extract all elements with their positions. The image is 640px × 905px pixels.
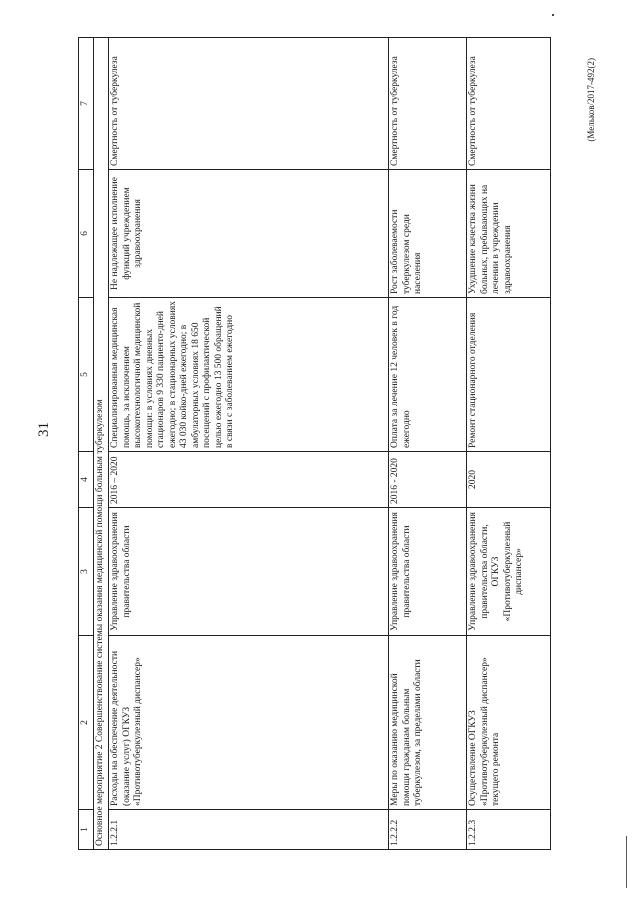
non-implementation-consequences: Ухудшение качества жизни больных, пребывающих на лечении в учреждении здравоохранения: [467, 170, 551, 298]
measure-executor: Управление здравоохранения правительства области: [109, 508, 389, 636]
table-header-row: [79, 38, 94, 850]
header-cell: 1: [79, 810, 94, 850]
table-row: [467, 38, 551, 850]
measure-executor: Управление здравоохранения правительства области: [389, 508, 467, 636]
expected-result: Ремонт стационарного отделения: [467, 298, 551, 452]
scan-edge-mark: [626, 836, 627, 888]
expected-result: Специализированная медицинская помощь, за исключением высокотехнологичной медицинской помощи: в условиях дневных стационаров 9 330 пациенто-дней ежегодно; в стационарных условиях 43 030 койко-дней ежегодно; в амбулаторных условиях 18 650 посещений с профилактической целью ежегодно 13 500 обращений в связи с заболеванием ежегодно: [109, 298, 389, 452]
header-cell: 5: [79, 298, 94, 452]
measure-period: 2016 - 2020: [389, 452, 467, 508]
header-cell: 3: [79, 508, 94, 636]
row-number: 1.2.2.2: [389, 810, 467, 850]
linked-indicator: Смертность от туберкулеза: [109, 38, 389, 170]
header-cell: 7: [79, 38, 94, 170]
linked-indicator: Смертность от туберкулеза: [389, 38, 467, 170]
measures-table: [78, 37, 551, 850]
expected-result: Оплата за лечение 12 человек в год ежегодно: [389, 298, 467, 452]
measure-name: Осуществление ОГКУЗ «Противотуберкулезный диспансер» текущего ремонта: [467, 636, 551, 810]
document-code: (Мельков/2017-492(2): [586, 58, 596, 142]
page-number: 31: [36, 422, 52, 437]
non-implementation-consequences: Рост заболеваемости туберкулезом среди населения: [389, 170, 467, 298]
non-implementation-consequences: Не надлежащее исполнение функций учреждением здравоохранения: [109, 170, 389, 298]
measure-name: Расходы на обеспечение деятельности (оказание услуг) ОГКУЗ «Противотуберкулезный диспансер»: [109, 636, 389, 810]
section-title: Основное мероприятие 2 Совершенствование системы оказания медицинской помощи больным туберкулезом: [94, 38, 109, 850]
measure-executor: Управление здравоохранения правительства области, ОГКУЗ «Противотуберкулезный диспансер»: [467, 508, 551, 636]
header-cell: 4: [79, 452, 94, 508]
scan-speck: [552, 14, 554, 16]
measure-period: 2016 – 2020: [109, 452, 389, 508]
measure-name: Меры по оказанию медицинской помощи гражданам больным туберкулезом, за пределами области: [389, 636, 467, 810]
row-number: 1.2.2.3: [467, 810, 551, 850]
header-cell: 6: [79, 170, 94, 298]
section-row: [94, 38, 109, 850]
measures-table-wrapper: [78, 38, 550, 850]
measure-period: 2020: [467, 452, 551, 508]
row-number: 1.2.2.1: [109, 810, 389, 850]
linked-indicator: Смертность от туберкулеза: [467, 38, 551, 170]
table-row: [109, 38, 389, 850]
table-row: [389, 38, 467, 850]
header-cell: 2: [79, 636, 94, 810]
